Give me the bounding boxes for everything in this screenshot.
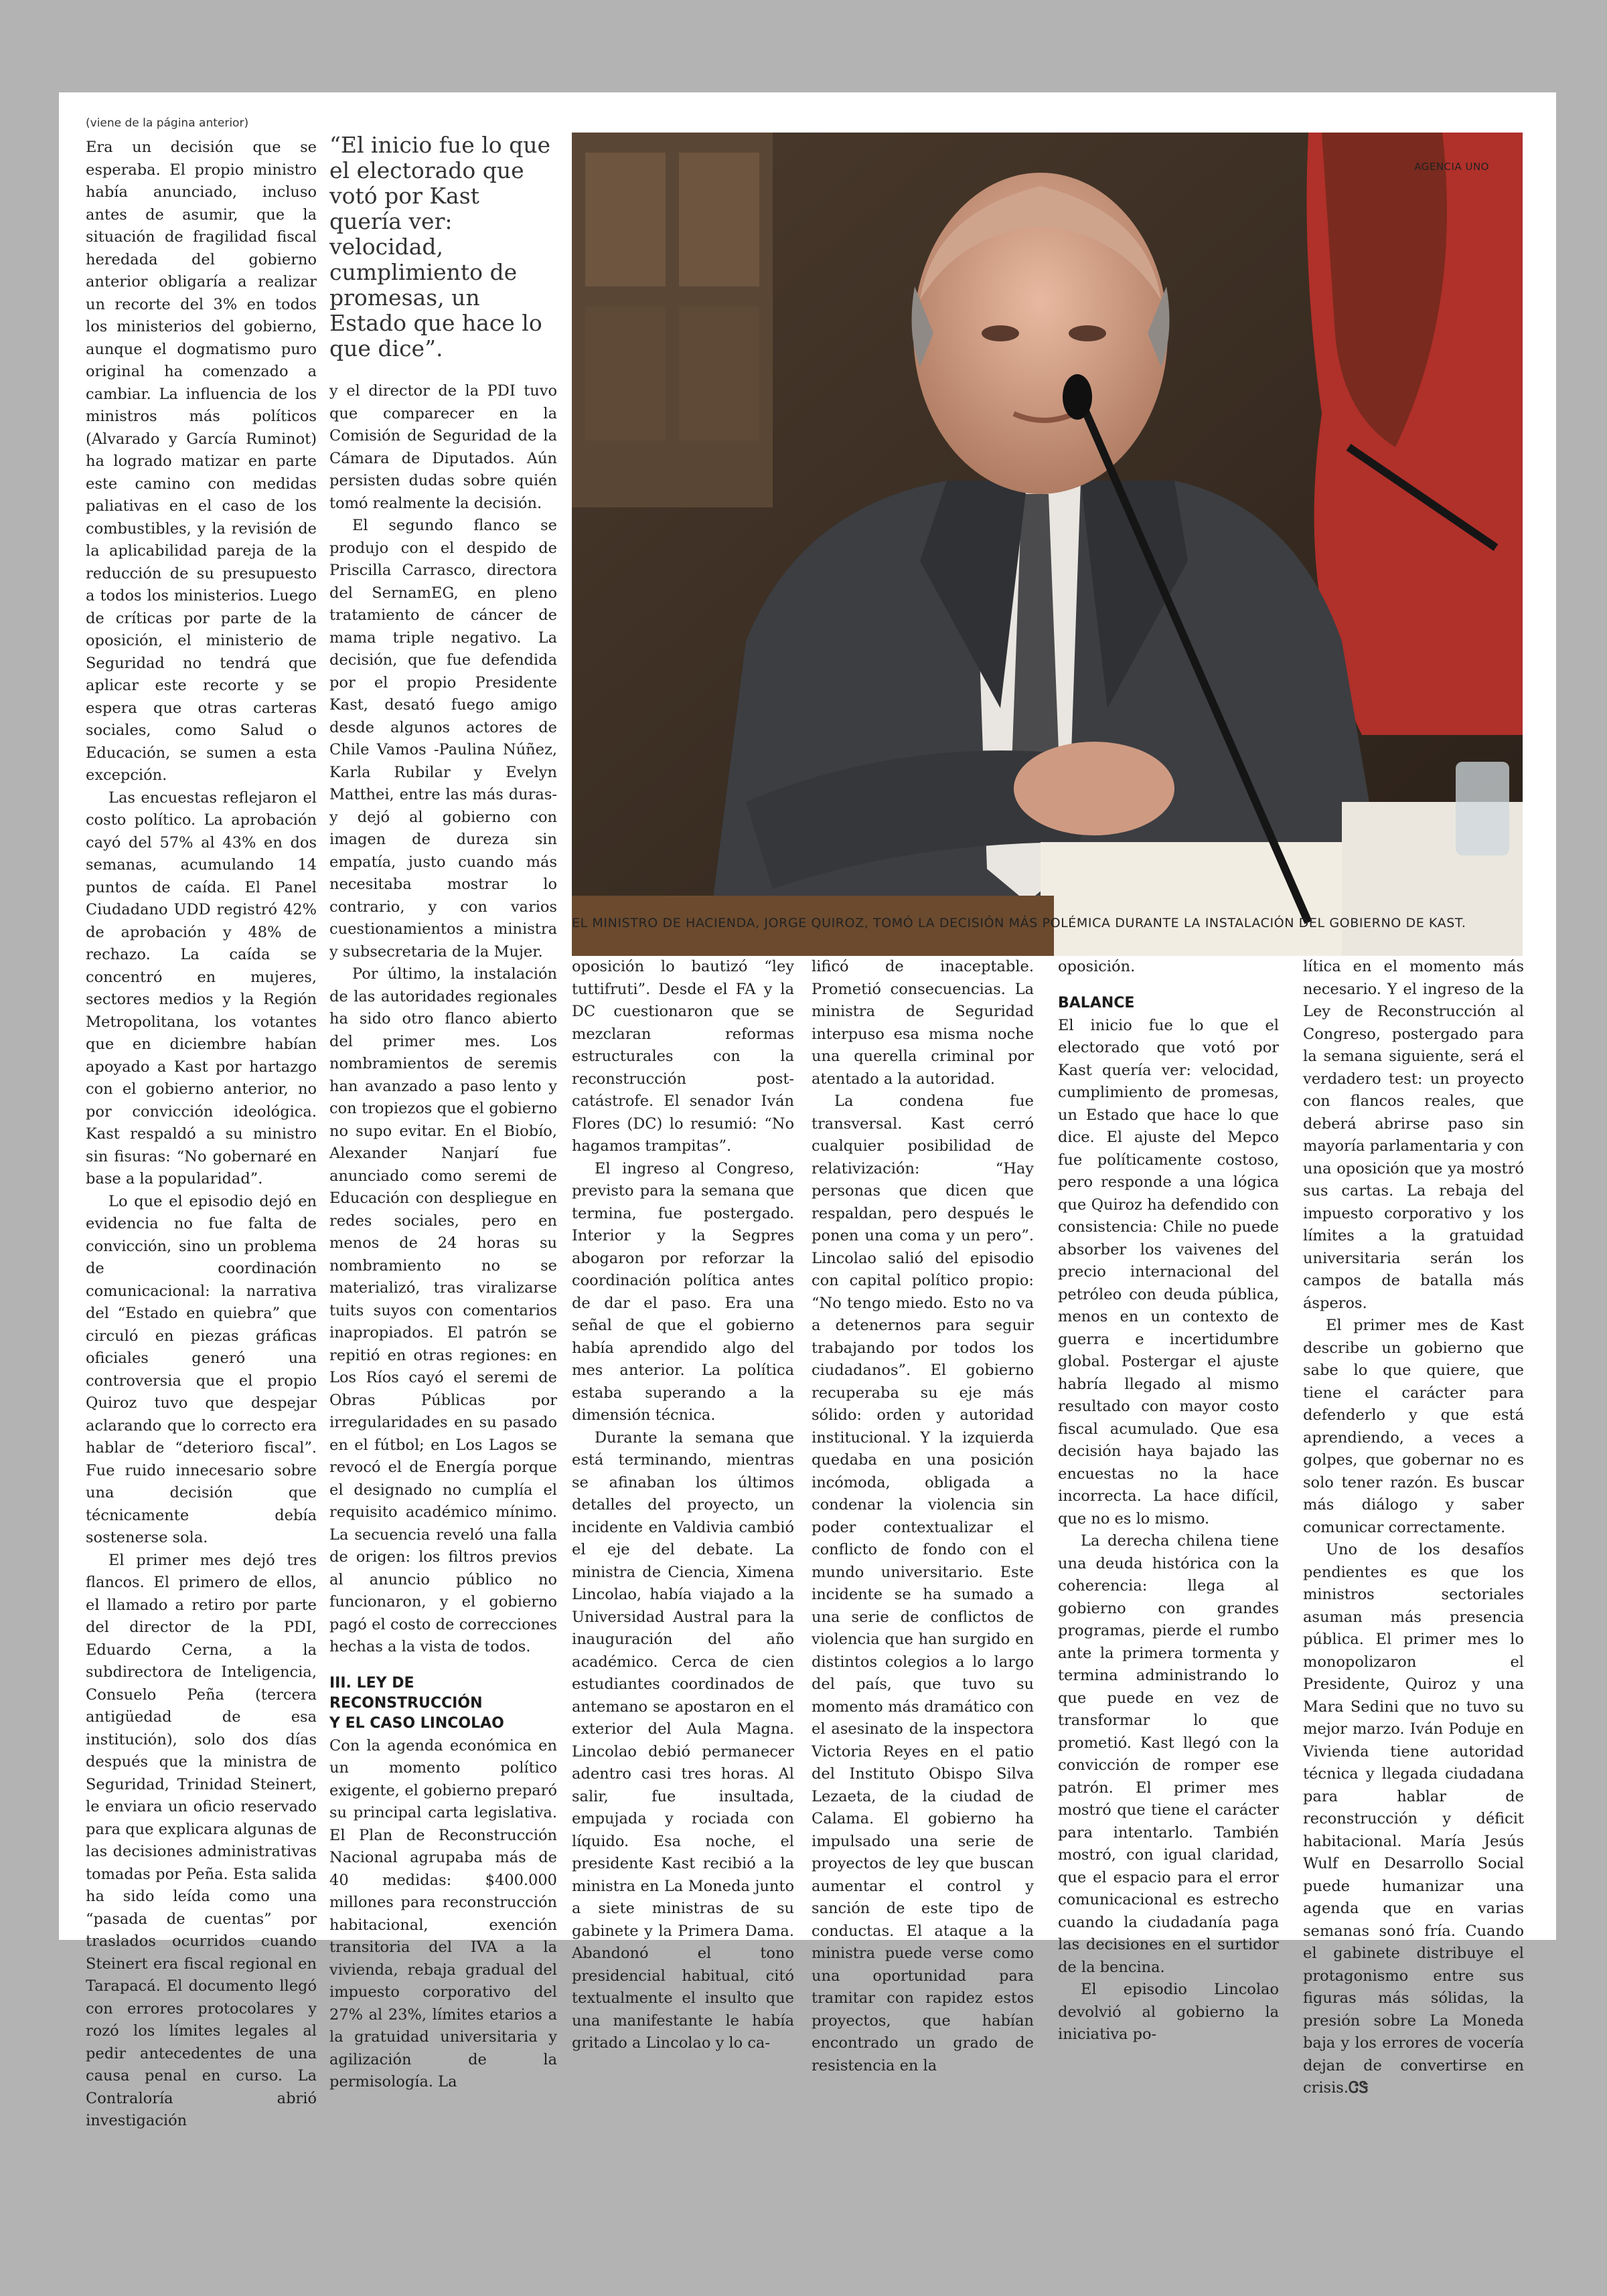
article-column-5 xyxy=(1058,956,1279,2046)
article-column-2 xyxy=(329,380,557,2094)
section-heading xyxy=(329,1673,557,1734)
article-paragraph: y el director de la PDI tuvo que comparecer en la Comisión de Seguridad de la Cámara de Diputados. Aún persisten dudas sobre quién tomó realmente la decisión. xyxy=(329,382,557,512)
section-heading-line: III. LEY DE RECONSTRUCCIÓN xyxy=(329,1674,483,1712)
article-paragraph: El episodio Lincolao devolvió al gobierno la iniciativa po- xyxy=(1058,1981,1279,2043)
article-paragraph: La condena fue transversal. Kast cerró cualquier posibilidad de relativización: “Hay personas que dicen que respaldan, pero después le ponen una coma y un pero”. Lincolao salió del episodio con capital político propio: “No tengo miedo. Esto no va a detenernos para seguir trabajando por todos los ciudadanos”. El gobierno recuperaba su eje más sólido: orden y autoridad institucional. Y la izquierda quedaba en una posición incómoda, obligada a condenar la violencia sin poder contextualizar el conflicto de fondo con el mundo universitario. Este incidente se ha sumado a una serie de conflictos de violencia que han surgido en distintos colegios a lo largo del país, que tuvo su momento más dramático con el asesinato de la inspectora Victoria Reyes en el patio del Instituto Obispo Silva Lezaeta, de la ciudad de Calama. El gobierno ha impulsado una serie de proyectos de ley que buscan aumentar el control y sanción de este tipo de conductas. El ataque a la ministra puede verse como una oportunidad para tramitar con rapidez estos proyectos, que habían encontrado un grado de resistencia en la xyxy=(812,1092,1034,2074)
article-paragraph xyxy=(1303,1539,1524,2100)
article-column-4 xyxy=(812,956,1034,2077)
newspaper-page xyxy=(59,92,1556,2129)
article-paragraph: Por último, la instalación de las autoridades regionales ha sido otro flanco abierto del primer mes. Los nombramientos de seremis han avanzado a paso lento y con tropiezos que el gobierno no supo evitar. En el Biobío, Alexander Nanjarí fue anunciado como seremi de Educación con despliegue en redes sociales, pero en menos de 24 horas su nombramiento no se materializó, tras viralizarse tuits suyos con comentarios inapropiados. El patrón se repitió en otras regiones: en Los Ríos cayó el seremi de Obras Públicas por irregularidades en su pasado en el fútbol; en Los Lagos se revocó el de Energía porque el designado no cumplía el requisito académico mínimo. La secuencia reveló una falla de origen: los filtros previos al anuncio público no funcionaron, y el gobierno pagó el costo de correcciones hechas a la vista de todos. xyxy=(329,965,557,1655)
section-heading-line: Y EL CASO LINCOLAO xyxy=(329,1714,504,1732)
article-paragraph: El primer mes de Kast describe un gobierno que sabe lo que quiere, que tiene el carácter para defenderlo y que está aprendiendo, a veces a golpes, que gobernar no es solo tener razón. Es buscar más diálogo y saber comunicar correctamente. xyxy=(1303,1317,1524,1536)
article-paragraph: El primer mes dejó tres flancos. El primero de ellos, el llamado a retiro por parte del director de la PDI, Eduardo Cerna, a la subdirectora de Inteligencia, Consuelo Peña (tercera antigüedad de esa institución), solo dos días después que la ministra de Seguridad, Trinidad Steinert, le enviara un oficio reservado para que explicara algunas de las decisiones administrativas tomadas por Peña. Esta salida ha sido leída como una “pasada de cuentas” por traslados ocurridos cuando Steinert era fiscal regional en Tarapacá. El documento llegó con errores protocolares y rozó los límites legales al pedir antecedentes de una causa penal en curso. La Contraloría abrió investigación xyxy=(86,1551,317,2129)
article-paragraph: Lo que el episodio dejó en evidencia no fue falta de convicción, sino un problema de coordinación comunicacional: la narrativa del “Estado en quiebra” que circuló en piezas gráficas oficiales generó una controversia que el propio Quiroz tuvo que despejar aclarando que lo correcto era hablar de “deterioro fiscal”. Fue ruido innecesario sobre una decisión que técnicamente debía sostenerse sola. xyxy=(86,1192,317,1546)
article-column-6 xyxy=(1303,956,1524,2100)
article-paragraph-text: Uno de los desafíos pendientes es que los ministros sectoriales asuman más presencia pública. El primer mes lo monopolizaron el Presidente, Quiroz y una Mara Sedini que no tuvo su mejor marzo. Iván Poduje en Vivienda tiene autoridad técnica y llegada ciudadana para hablar de reconstrucción y déficit habitacional. María Jesús Wulf en Desarrollo Social puede humanizar una agenda que en varias semanas sonó fría. Cuando el gabinete distribuye el protagonismo entre sus figuras más sólidas, la presión sobre La Moneda baja y los errores de vocería dejan de convertirse en crisis. xyxy=(1303,1541,1524,2097)
balance-heading: BALANCE xyxy=(1058,994,1135,1011)
article-paragraph: Con la agenda económica en un momento político exigente, el gobierno preparó su principal carta legislativa. El Plan de Reconstrucción Nacional agrupaba más de 40 medidas: $400.000 millones para reconstrucción habitacional, exención transitoria del IVA a la vivienda, rebaja gradual del impuesto corporativo del 27% al 23%, límites etarios a la gratuidad universitaria y agilización de la permisología. La xyxy=(329,1736,557,2090)
article-paragraph: El segundo flanco se produjo con el despido de Priscilla Carrasco, directora del SernamEG, en pleno tratamiento de cáncer de mama triple negativo. La decisión, que fue defendida por el propio Presidente Kast, desató fuego amigo desde algunos actores de Chile Vamos -Paulina Núñez, Karla Rubilar y Evelyn Matthei, entre las más duras- y dejó al gobierno con imagen de dureza sin empatía, justo cuando más necesitaba mostrar lo contrario, y con varios cuestionamientos a ministra y subsecretaria de la Mujer. xyxy=(329,517,557,961)
continued-label: (viene de la página anterior) xyxy=(86,116,249,130)
article-paragraph: Era un decisión que se esperaba. El propio ministro había anunciado, incluso antes de asumir, que la situación de fragilidad fiscal heredada del gobierno anterior obligaría a realizar un recorte del 3% en todos los ministerios del gobierno, aunque el dogmatismo puro original ha comenzado a cambiar. La influencia de los ministros más políticos (Alvarado y García Ruminot) ha logrado matizar en parte este camino con medidas paliativas en el caso de los combustibles, y la revisión de la aplicabilidad pareja de la reducción de su presupuesto a todos los ministerios. Luego de críticas por parte de la oposición, el ministerio de Seguridad no tendrá que aplicar este recorte y se espera que otras carteras sociales, como Salud o Educación, se sumen a esta excepción. xyxy=(86,139,317,784)
article-paragraph: El ingreso al Congreso, previsto para la semana que termina, fue postergado. Interior y la Segpres abogaron por reforzar la coordinación política antes de dar el paso. Era una señal de que el gobierno había aprendido algo del mes anterior. La política estaba superando a la dimensión técnica. xyxy=(572,1159,794,1424)
article-paragraph: lificó de inaceptable. Prometió consecuencias. La ministra de Seguridad interpuso esa misma noche una querella criminal por atentado a la autoridad. xyxy=(812,958,1034,1088)
photo-illustration xyxy=(572,133,1523,956)
pull-quote: “El inicio fue lo que el electorado que votó por Kast quería ver: velocidad, cumplimiento de promesas, un Estado que hace lo que dice”. xyxy=(329,132,551,361)
end-mark-icon: ᏣᏕ xyxy=(1349,2079,1369,2097)
article-column-3 xyxy=(572,956,794,2055)
article-paragraph: Las encuestas reflejaron el costo político. La aprobación cayó del 57% al 43% en dos semanas, acumulando 14 puntos de caída. El Panel Ciudadano UDD registró 42% de aprobación y 48% de rechazo. La caída se concentró en mujeres, sectores medios y la Región Metropolitana, los votantes que en diciembre habían apoyado a Kast por hartazgo con el gobierno anterior, no por convicción ideológica. Kast respaldó a su ministro sin fisuras: “No gobernaré en base a la popularidad”. xyxy=(86,789,317,1187)
news-photo xyxy=(572,133,1523,956)
photo-caption: EL MINISTRO DE HACIENDA, JORGE QUIROZ, TOMÓ LA DECISIÓN MÁS POLÉMICA DURANTE LA INSTALACIÓN DEL GOBIERNO DE KAST. xyxy=(572,916,1466,930)
article-paragraph: oposición. xyxy=(1058,958,1136,975)
article-paragraph: lítica en el momento más necesario. Y el ingreso de la Ley de Reconstrucción al Congreso, postergado para la semana siguiente, será el verdadero test: un proyecto con flancos reales, que deberá abrirse paso sin mayoría parlamentaria y con una oposición que ya mostró sus cartas. La rebaja del impuesto corporativo y los límites a la gratuidad universitaria serán los campos de batalla más ásperos. xyxy=(1303,958,1524,1312)
photo-credit: AGENCIA UNO xyxy=(1414,161,1489,173)
article-paragraph: La derecha chilena tiene una deuda histórica con la coherencia: llega al gobierno con grandes programas, pierde el rumbo ante la primera tormenta y termina administrando lo que puede en vez de transformar lo que prometió. Kast llegó con la convicción de romper ese patrón. El primer mes mostró que tiene el carácter para intentarlo. También mostró, con igual claridad, que el espacio para el error comunicacional es estrecho cuando la ciudadanía paga las decisiones en el surtidor de la bencina. xyxy=(1058,1532,1279,1976)
article-paragraph: El inicio fue lo que el electorado que votó por Kast quería ver: velocidad, cumplimiento de promesas, un Estado que hace lo que dice. El ajuste del Mepco fue políticamente costoso, pero responde a una lógica que Quiroz ha defendido con consistencia: Chile no puede absorber los vaivenes del precio internacional del petróleo con deuda pública, menos en un contexto de guerra e incertidumbre global. Postergar el ajuste habría llegado al mismo resultado con mayor costo fiscal acumulado. Que esa decisión haya bajado las encuestas no la hace incorrecta. La hace difícil, que no es lo mismo. xyxy=(1058,1016,1279,1528)
article-paragraph: Durante la semana que está terminando, mientras se afinaban los últimos detalles del proyecto, un incidente en Valdivia cambió el eje del debate. La ministra de Ciencia, Ximena Lincolao, había viajado a la Universidad Austral para la inauguración del año académico. Cerca de cien estudiantes coordinados de antemano se apostaron en el exterior del Aula Magna. Lincolao debió permanecer adentro casi tres horas. Al salir, fue insultada, empujada y rociada con líquido. Esa noche, el presidente Kast recibió a la ministra en La Moneda junto a siete ministras de su gabinete y la Primera Dama. Abandonó el tono presidencial habitual, citó textualmente el insulto que una manifestante le había gritado a Lincolao y lo ca- xyxy=(572,1428,794,2052)
article-column-1 xyxy=(86,137,317,2133)
article-paragraph: oposición lo bautizó “ley tuttifruti”. Desde el FA y la DC cuestionaron que se mezclaran reformas estructurales con la reconstrucción post-catástrofe. El senador Iván Flores (DC) lo resumió: “No hagamos trampitas”. xyxy=(572,958,794,1155)
